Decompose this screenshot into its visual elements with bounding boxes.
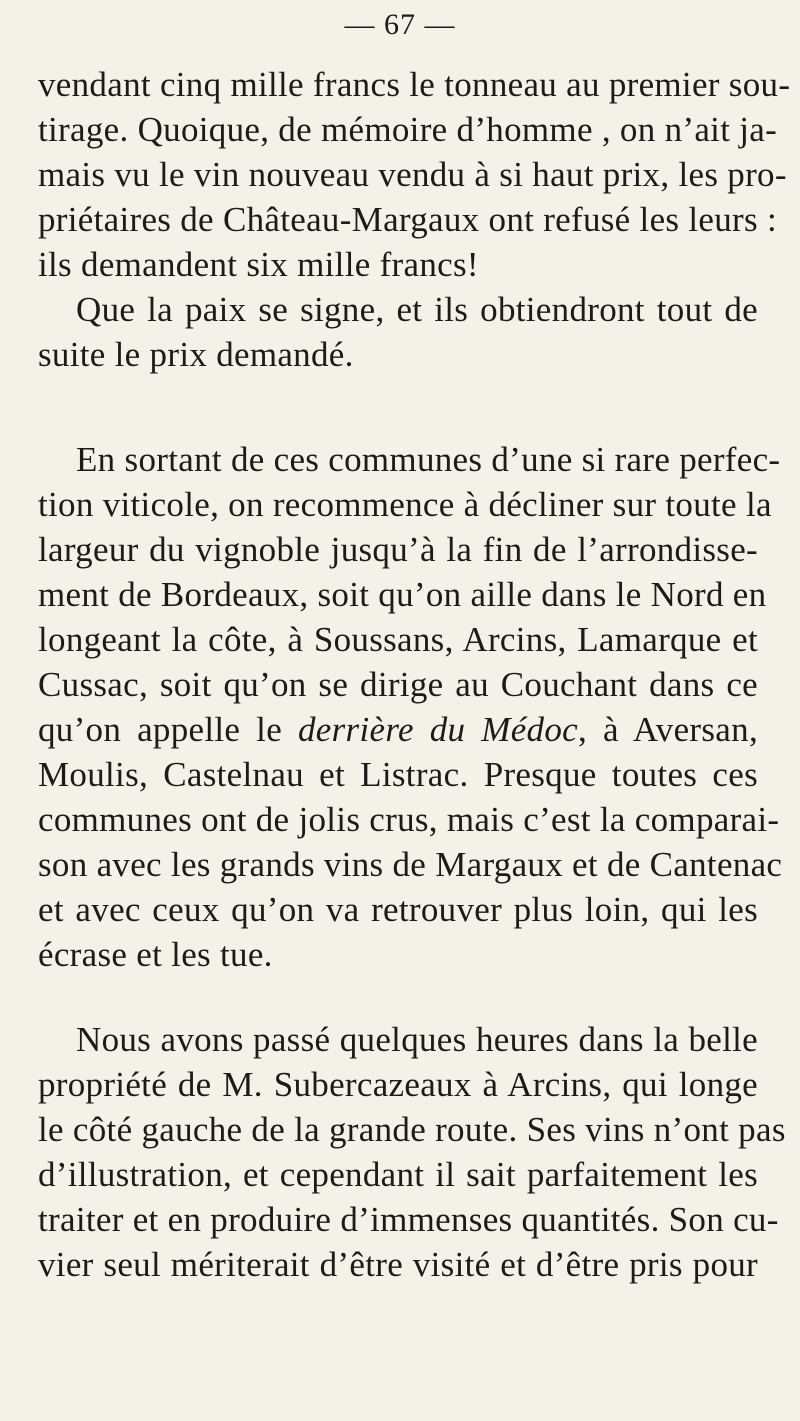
text-line: Nous avons passé quelques heures dans la belle bbox=[76, 1020, 758, 1059]
line-text-after: , à Aversan, bbox=[577, 710, 758, 749]
text-line: propriété de M. Subercazeaux à Arcins, qui longe bbox=[38, 1065, 758, 1104]
text-line: Que la paix se signe, et ils obtiendront tout de bbox=[76, 290, 758, 329]
paragraph-2 bbox=[38, 287, 758, 377]
text-line: écrase et les tue. bbox=[38, 935, 273, 974]
line-text-before: qu’on appelle le bbox=[38, 710, 298, 749]
paragraph-3 bbox=[38, 437, 783, 977]
text-line: suite le prix demandé. bbox=[38, 335, 354, 374]
text-line: mais vu le vin nouveau vendu à si haut prix, les pro- bbox=[38, 155, 787, 194]
text-line: Moulis, Castelnau et Listrac. Presque toutes ces bbox=[38, 755, 758, 794]
text-line-with-italic bbox=[38, 707, 758, 752]
text-line: priétaires de Château-Margaux ont refusé les leurs : bbox=[38, 200, 777, 239]
page-number: — 67 — bbox=[344, 8, 456, 41]
text-line: vier seul mériterait d’être visité et d’être pris pour bbox=[38, 1245, 758, 1284]
text-line: largeur du vignoble jusqu’à la fin de l’arrondisse- bbox=[38, 530, 758, 569]
italic-phrase: derrière du Médoc bbox=[297, 710, 578, 749]
text-line: ment de Bordeaux, soit qu’on aille dans le Nord en bbox=[38, 575, 767, 614]
text-line: Cussac, soit qu’on se dirige au Couchant dans ce bbox=[38, 665, 758, 704]
text-line: tirage. Quoique, de mémoire d’homme , on n’ait ja- bbox=[38, 110, 778, 149]
text-line: ils demandent six mille francs! bbox=[38, 245, 479, 284]
text-line: longeant la côte, à Soussans, Arcins, Lamarque et bbox=[38, 620, 758, 659]
text-line: et avec ceux qu’on va retrouver plus loin, qui les bbox=[38, 890, 758, 929]
text-line: En sortant de ces communes d’une si rare perfec- bbox=[76, 440, 781, 479]
text-line: communes ont de jolis crus, mais c’est la comparai- bbox=[38, 800, 780, 839]
paragraph-4 bbox=[38, 1017, 786, 1287]
text-line: d’illustration, et cependant il sait parfaitement les bbox=[38, 1155, 758, 1194]
text-line: le côté gauche de la grande route. Ses vins n’ont pas bbox=[38, 1110, 786, 1149]
text-line: vendant cinq mille francs le tonneau au premier sou- bbox=[38, 65, 791, 104]
text-line: son avec les grands vins de Margaux et de Cantenac bbox=[38, 845, 783, 884]
text-line: tion viticole, on recommence à décliner sur toute la bbox=[38, 485, 772, 524]
text-line: traiter et en produire d’immenses quantités. Son cu- bbox=[38, 1200, 779, 1239]
paragraph-1 bbox=[38, 62, 791, 287]
